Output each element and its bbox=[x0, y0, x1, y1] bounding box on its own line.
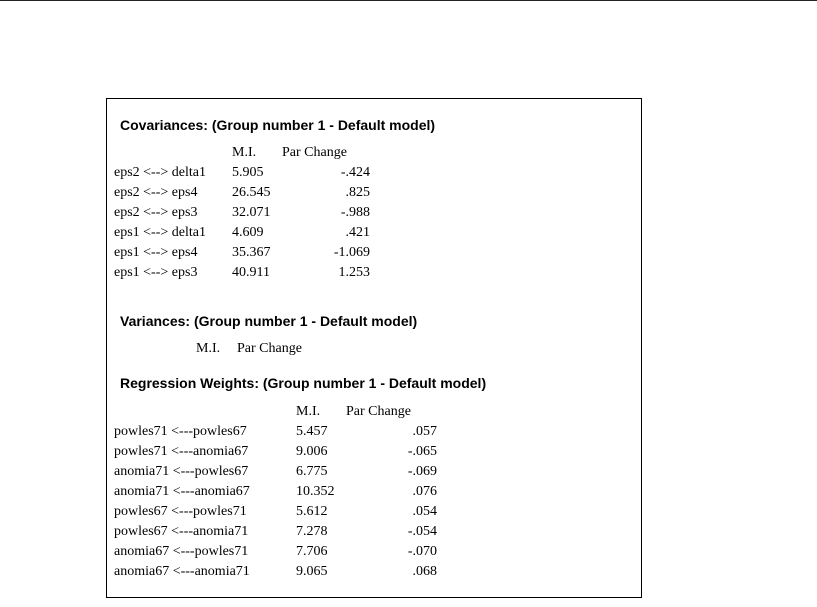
covariance-row-par-change: 1.253 bbox=[338, 265, 370, 280]
covariance-row bbox=[114, 223, 370, 243]
covariance-row bbox=[114, 203, 370, 223]
covariance-row-mi: 32.071 bbox=[232, 205, 271, 220]
regression-row-mi: 9.006 bbox=[296, 444, 328, 459]
covariance-row-mi: 40.911 bbox=[232, 265, 270, 280]
regression-row bbox=[114, 522, 437, 542]
covariance-row bbox=[114, 243, 370, 263]
covariance-row-par-change: -.424 bbox=[340, 165, 370, 180]
covariance-row bbox=[114, 163, 370, 183]
regression-row-label: anomia67 <---powles71 bbox=[114, 544, 249, 559]
regression-row-par-change: -.069 bbox=[407, 464, 437, 479]
regression-row-label: powles67 <---anomia71 bbox=[114, 524, 249, 539]
regression-row-par-change: -.054 bbox=[407, 524, 437, 539]
regression-label-header bbox=[114, 402, 296, 422]
regression-row-mi: 5.457 bbox=[296, 424, 328, 439]
regression-row-par-change: .054 bbox=[412, 504, 437, 519]
regression-row-mi: 10.352 bbox=[296, 484, 335, 499]
regression-row-label: anomia71 <---anomia67 bbox=[114, 484, 250, 499]
regression-table bbox=[114, 402, 437, 582]
variances-header-row bbox=[196, 339, 302, 359]
covariance-row-par-change: .421 bbox=[345, 225, 370, 240]
regression-row-label: powles71 <---powles67 bbox=[114, 424, 247, 439]
covariance-row-mi: 26.545 bbox=[232, 185, 271, 200]
covariances-label-header bbox=[114, 143, 232, 163]
regression-row-mi: 9.065 bbox=[296, 564, 328, 579]
covariance-row-label: eps2 <--> eps3 bbox=[114, 205, 198, 220]
top-divider bbox=[0, 0, 817, 1]
covariance-row-label: eps1 <--> delta1 bbox=[114, 225, 206, 240]
covariance-row-label: eps2 <--> eps4 bbox=[114, 185, 198, 200]
variances-par-header: Par Change bbox=[237, 341, 302, 356]
regression-row bbox=[114, 462, 437, 482]
regression-row-par-change: -.070 bbox=[407, 544, 437, 559]
covariance-row-label: eps2 <--> delta1 bbox=[114, 165, 206, 180]
regression-row-mi: 7.278 bbox=[296, 524, 328, 539]
regression-row bbox=[114, 542, 437, 562]
regression-row-mi: 7.706 bbox=[296, 544, 328, 559]
regression-row-label: anomia71 <---powles67 bbox=[114, 464, 249, 479]
regression-row-label: powles67 <---powles71 bbox=[114, 504, 247, 519]
variances-table bbox=[196, 339, 302, 359]
regression-par-header: Par Change bbox=[346, 404, 411, 419]
regression-row-par-change: .076 bbox=[412, 484, 437, 499]
regression-heading: Regression Weights: (Group number 1 - Default model) bbox=[120, 375, 487, 391]
covariance-row bbox=[114, 263, 370, 283]
covariance-row-par-change: -.988 bbox=[340, 205, 370, 220]
covariances-header-row bbox=[114, 143, 370, 163]
covariance-row-par-change: -1.069 bbox=[333, 245, 370, 260]
regression-row bbox=[114, 502, 437, 522]
covariance-row-par-change: .825 bbox=[345, 185, 370, 200]
regression-mi-header: M.I. bbox=[296, 404, 321, 419]
regression-row-mi: 6.775 bbox=[296, 464, 328, 479]
covariance-row-mi: 35.367 bbox=[232, 245, 271, 260]
covariance-row-mi: 4.609 bbox=[232, 225, 264, 240]
covariance-row-mi: 5.905 bbox=[232, 165, 264, 180]
regression-header-row bbox=[114, 402, 437, 422]
modification-indices-panel bbox=[106, 98, 642, 598]
regression-row-label: powles71 <---anomia67 bbox=[114, 444, 249, 459]
regression-row bbox=[114, 562, 437, 582]
covariances-par-header: Par Change bbox=[282, 145, 347, 160]
regression-row-par-change: -.065 bbox=[407, 444, 437, 459]
covariance-row bbox=[114, 183, 370, 203]
covariance-row-label: eps1 <--> eps4 bbox=[114, 245, 198, 260]
regression-row-label: anomia67 <---anomia71 bbox=[114, 564, 250, 579]
covariance-row-label: eps1 <--> eps3 bbox=[114, 265, 198, 280]
regression-row-par-change: .068 bbox=[412, 564, 437, 579]
regression-row bbox=[114, 442, 437, 462]
covariances-mi-header: M.I. bbox=[232, 145, 257, 160]
covariances-heading: Covariances: (Group number 1 - Default model) bbox=[120, 117, 436, 133]
covariances-table bbox=[114, 143, 370, 283]
regression-row-par-change: .057 bbox=[412, 424, 437, 439]
regression-row bbox=[114, 482, 437, 502]
regression-row bbox=[114, 422, 437, 442]
variances-mi-header: M.I. bbox=[196, 341, 221, 356]
regression-row-mi: 5.612 bbox=[296, 504, 328, 519]
variances-heading: Variances: (Group number 1 - Default model) bbox=[120, 313, 418, 329]
